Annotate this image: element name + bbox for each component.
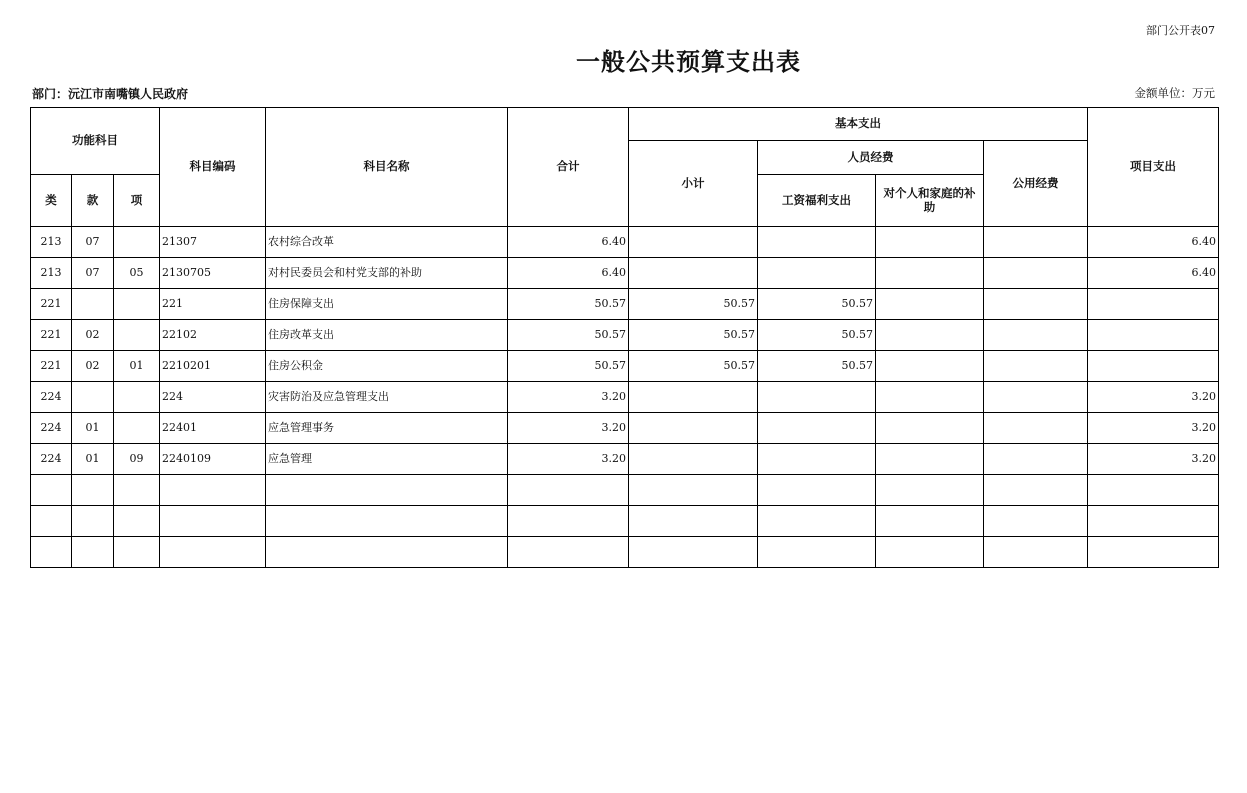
table-row xyxy=(31,382,1219,413)
header-kuan: 款 xyxy=(72,175,114,227)
cell-kuan xyxy=(72,475,114,506)
cell-wage xyxy=(758,382,876,413)
cell-name: 住房公积金 xyxy=(266,351,508,382)
header-basic: 基本支出 xyxy=(629,108,1088,141)
cell-project: 3.20 xyxy=(1088,413,1219,444)
cell-kuan: 07 xyxy=(72,227,114,258)
cell-subsidy xyxy=(876,227,984,258)
cell-total: 50.57 xyxy=(508,320,629,351)
table-row xyxy=(31,537,1219,568)
amount-unit: 金额单位：万元 xyxy=(1134,86,1215,100)
cell-wage: 50.57 xyxy=(758,320,876,351)
table-body xyxy=(31,227,1219,568)
cell-kuan: 01 xyxy=(72,444,114,475)
header-name: 科目名称 xyxy=(266,108,508,227)
cell-lei xyxy=(31,475,72,506)
cell-kuan xyxy=(72,506,114,537)
cell-subsidy xyxy=(876,320,984,351)
header-lei: 类 xyxy=(31,175,72,227)
cell-lei: 213 xyxy=(31,258,72,289)
cell-public xyxy=(984,258,1088,289)
header-xiang: 项 xyxy=(114,175,160,227)
cell-code: 2130705 xyxy=(160,258,266,289)
header-code: 科目编码 xyxy=(160,108,266,227)
cell-public xyxy=(984,506,1088,537)
cell-name: 对村民委员会和村党支部的补助 xyxy=(266,258,508,289)
header-total: 合计 xyxy=(508,108,629,227)
cell-total: 50.57 xyxy=(508,289,629,320)
cell-subsidy xyxy=(876,351,984,382)
cell-subtotal: 50.57 xyxy=(629,289,758,320)
cell-project: 6.40 xyxy=(1088,258,1219,289)
header-project: 项目支出 xyxy=(1088,108,1219,227)
header-personnel: 人员经费 xyxy=(758,141,984,175)
cell-total: 50.57 xyxy=(508,351,629,382)
table-row xyxy=(31,506,1219,537)
cell-public xyxy=(984,351,1088,382)
header-subsidy: 对个人和家庭的补助 xyxy=(876,175,984,227)
cell-xiang xyxy=(114,289,160,320)
cell-project: 3.20 xyxy=(1088,444,1219,475)
cell-subtotal xyxy=(629,258,758,289)
cell-project xyxy=(1088,506,1219,537)
cell-xiang xyxy=(114,506,160,537)
cell-code: 21307 xyxy=(160,227,266,258)
cell-project xyxy=(1088,320,1219,351)
page-title: 一般公共预算支出表 xyxy=(576,48,801,76)
cell-subtotal: 50.57 xyxy=(629,351,758,382)
cell-subtotal xyxy=(629,227,758,258)
cell-project: 3.20 xyxy=(1088,382,1219,413)
cell-total: 3.20 xyxy=(508,382,629,413)
cell-lei: 221 xyxy=(31,289,72,320)
cell-lei: 213 xyxy=(31,227,72,258)
table-row xyxy=(31,320,1219,351)
cell-wage xyxy=(758,537,876,568)
cell-name xyxy=(266,475,508,506)
cell-code: 22102 xyxy=(160,320,266,351)
cell-subsidy xyxy=(876,506,984,537)
cell-lei: 224 xyxy=(31,382,72,413)
cell-total xyxy=(508,506,629,537)
cell-xiang xyxy=(114,320,160,351)
cell-name: 住房改革支出 xyxy=(266,320,508,351)
table-row xyxy=(31,444,1219,475)
cell-kuan xyxy=(72,382,114,413)
cell-xiang xyxy=(114,537,160,568)
header-subtotal: 小计 xyxy=(629,141,758,227)
cell-kuan: 07 xyxy=(72,258,114,289)
cell-total: 3.20 xyxy=(508,444,629,475)
cell-project xyxy=(1088,475,1219,506)
cell-lei: 224 xyxy=(31,413,72,444)
cell-code xyxy=(160,506,266,537)
header-wage: 工资福利支出 xyxy=(758,175,876,227)
cell-project xyxy=(1088,351,1219,382)
cell-lei xyxy=(31,537,72,568)
cell-xiang xyxy=(114,475,160,506)
cell-xiang: 09 xyxy=(114,444,160,475)
cell-public xyxy=(984,537,1088,568)
cell-wage xyxy=(758,227,876,258)
cell-public xyxy=(984,227,1088,258)
cell-subtotal xyxy=(629,413,758,444)
cell-subsidy xyxy=(876,475,984,506)
cell-subtotal: 50.57 xyxy=(629,320,758,351)
cell-subsidy xyxy=(876,289,984,320)
form-number: 部门公开表07 xyxy=(1146,24,1215,37)
cell-subsidy xyxy=(876,382,984,413)
cell-wage: 50.57 xyxy=(758,351,876,382)
cell-project xyxy=(1088,289,1219,320)
cell-xiang: 05 xyxy=(114,258,160,289)
cell-subtotal xyxy=(629,382,758,413)
cell-subsidy xyxy=(876,444,984,475)
cell-project: 6.40 xyxy=(1088,227,1219,258)
cell-wage xyxy=(758,444,876,475)
table-row xyxy=(31,258,1219,289)
cell-subtotal xyxy=(629,444,758,475)
cell-name: 应急管理 xyxy=(266,444,508,475)
budget-table xyxy=(30,107,1219,568)
table-row xyxy=(31,227,1219,258)
cell-wage xyxy=(758,258,876,289)
cell-xiang xyxy=(114,382,160,413)
cell-lei: 221 xyxy=(31,320,72,351)
cell-name: 农村综合改革 xyxy=(266,227,508,258)
department-label: 部门：沅江市南嘴镇人民政府 xyxy=(32,87,189,101)
cell-name xyxy=(266,537,508,568)
cell-public xyxy=(984,444,1088,475)
cell-xiang xyxy=(114,227,160,258)
cell-xiang: 01 xyxy=(114,351,160,382)
cell-total xyxy=(508,537,629,568)
cell-code: 2210201 xyxy=(160,351,266,382)
cell-kuan: 02 xyxy=(72,351,114,382)
table-row xyxy=(31,289,1219,320)
cell-total: 6.40 xyxy=(508,227,629,258)
cell-total xyxy=(508,475,629,506)
cell-wage xyxy=(758,413,876,444)
cell-public xyxy=(984,475,1088,506)
cell-code: 22401 xyxy=(160,413,266,444)
table-row xyxy=(31,475,1219,506)
cell-code xyxy=(160,537,266,568)
cell-subsidy xyxy=(876,258,984,289)
cell-subtotal xyxy=(629,506,758,537)
cell-name: 灾害防治及应急管理支出 xyxy=(266,382,508,413)
cell-wage xyxy=(758,475,876,506)
cell-kuan xyxy=(72,537,114,568)
cell-subtotal xyxy=(629,475,758,506)
table-row xyxy=(31,351,1219,382)
cell-subsidy xyxy=(876,537,984,568)
cell-kuan: 02 xyxy=(72,320,114,351)
cell-name: 应急管理事务 xyxy=(266,413,508,444)
cell-lei xyxy=(31,506,72,537)
cell-public xyxy=(984,289,1088,320)
cell-total: 3.20 xyxy=(508,413,629,444)
cell-name xyxy=(266,506,508,537)
table-row xyxy=(31,413,1219,444)
cell-subsidy xyxy=(876,413,984,444)
cell-kuan xyxy=(72,289,114,320)
cell-wage xyxy=(758,506,876,537)
cell-wage: 50.57 xyxy=(758,289,876,320)
cell-project xyxy=(1088,537,1219,568)
cell-lei: 221 xyxy=(31,351,72,382)
cell-subtotal xyxy=(629,537,758,568)
cell-code: 2240109 xyxy=(160,444,266,475)
cell-public xyxy=(984,382,1088,413)
cell-code: 224 xyxy=(160,382,266,413)
cell-lei: 224 xyxy=(31,444,72,475)
cell-code: 221 xyxy=(160,289,266,320)
cell-name: 住房保障支出 xyxy=(266,289,508,320)
cell-public xyxy=(984,320,1088,351)
cell-public xyxy=(984,413,1088,444)
cell-xiang xyxy=(114,413,160,444)
cell-kuan: 01 xyxy=(72,413,114,444)
cell-code xyxy=(160,475,266,506)
header-func-subject: 功能科目 xyxy=(31,108,160,175)
cell-total: 6.40 xyxy=(508,258,629,289)
header-public: 公用经费 xyxy=(984,141,1088,227)
